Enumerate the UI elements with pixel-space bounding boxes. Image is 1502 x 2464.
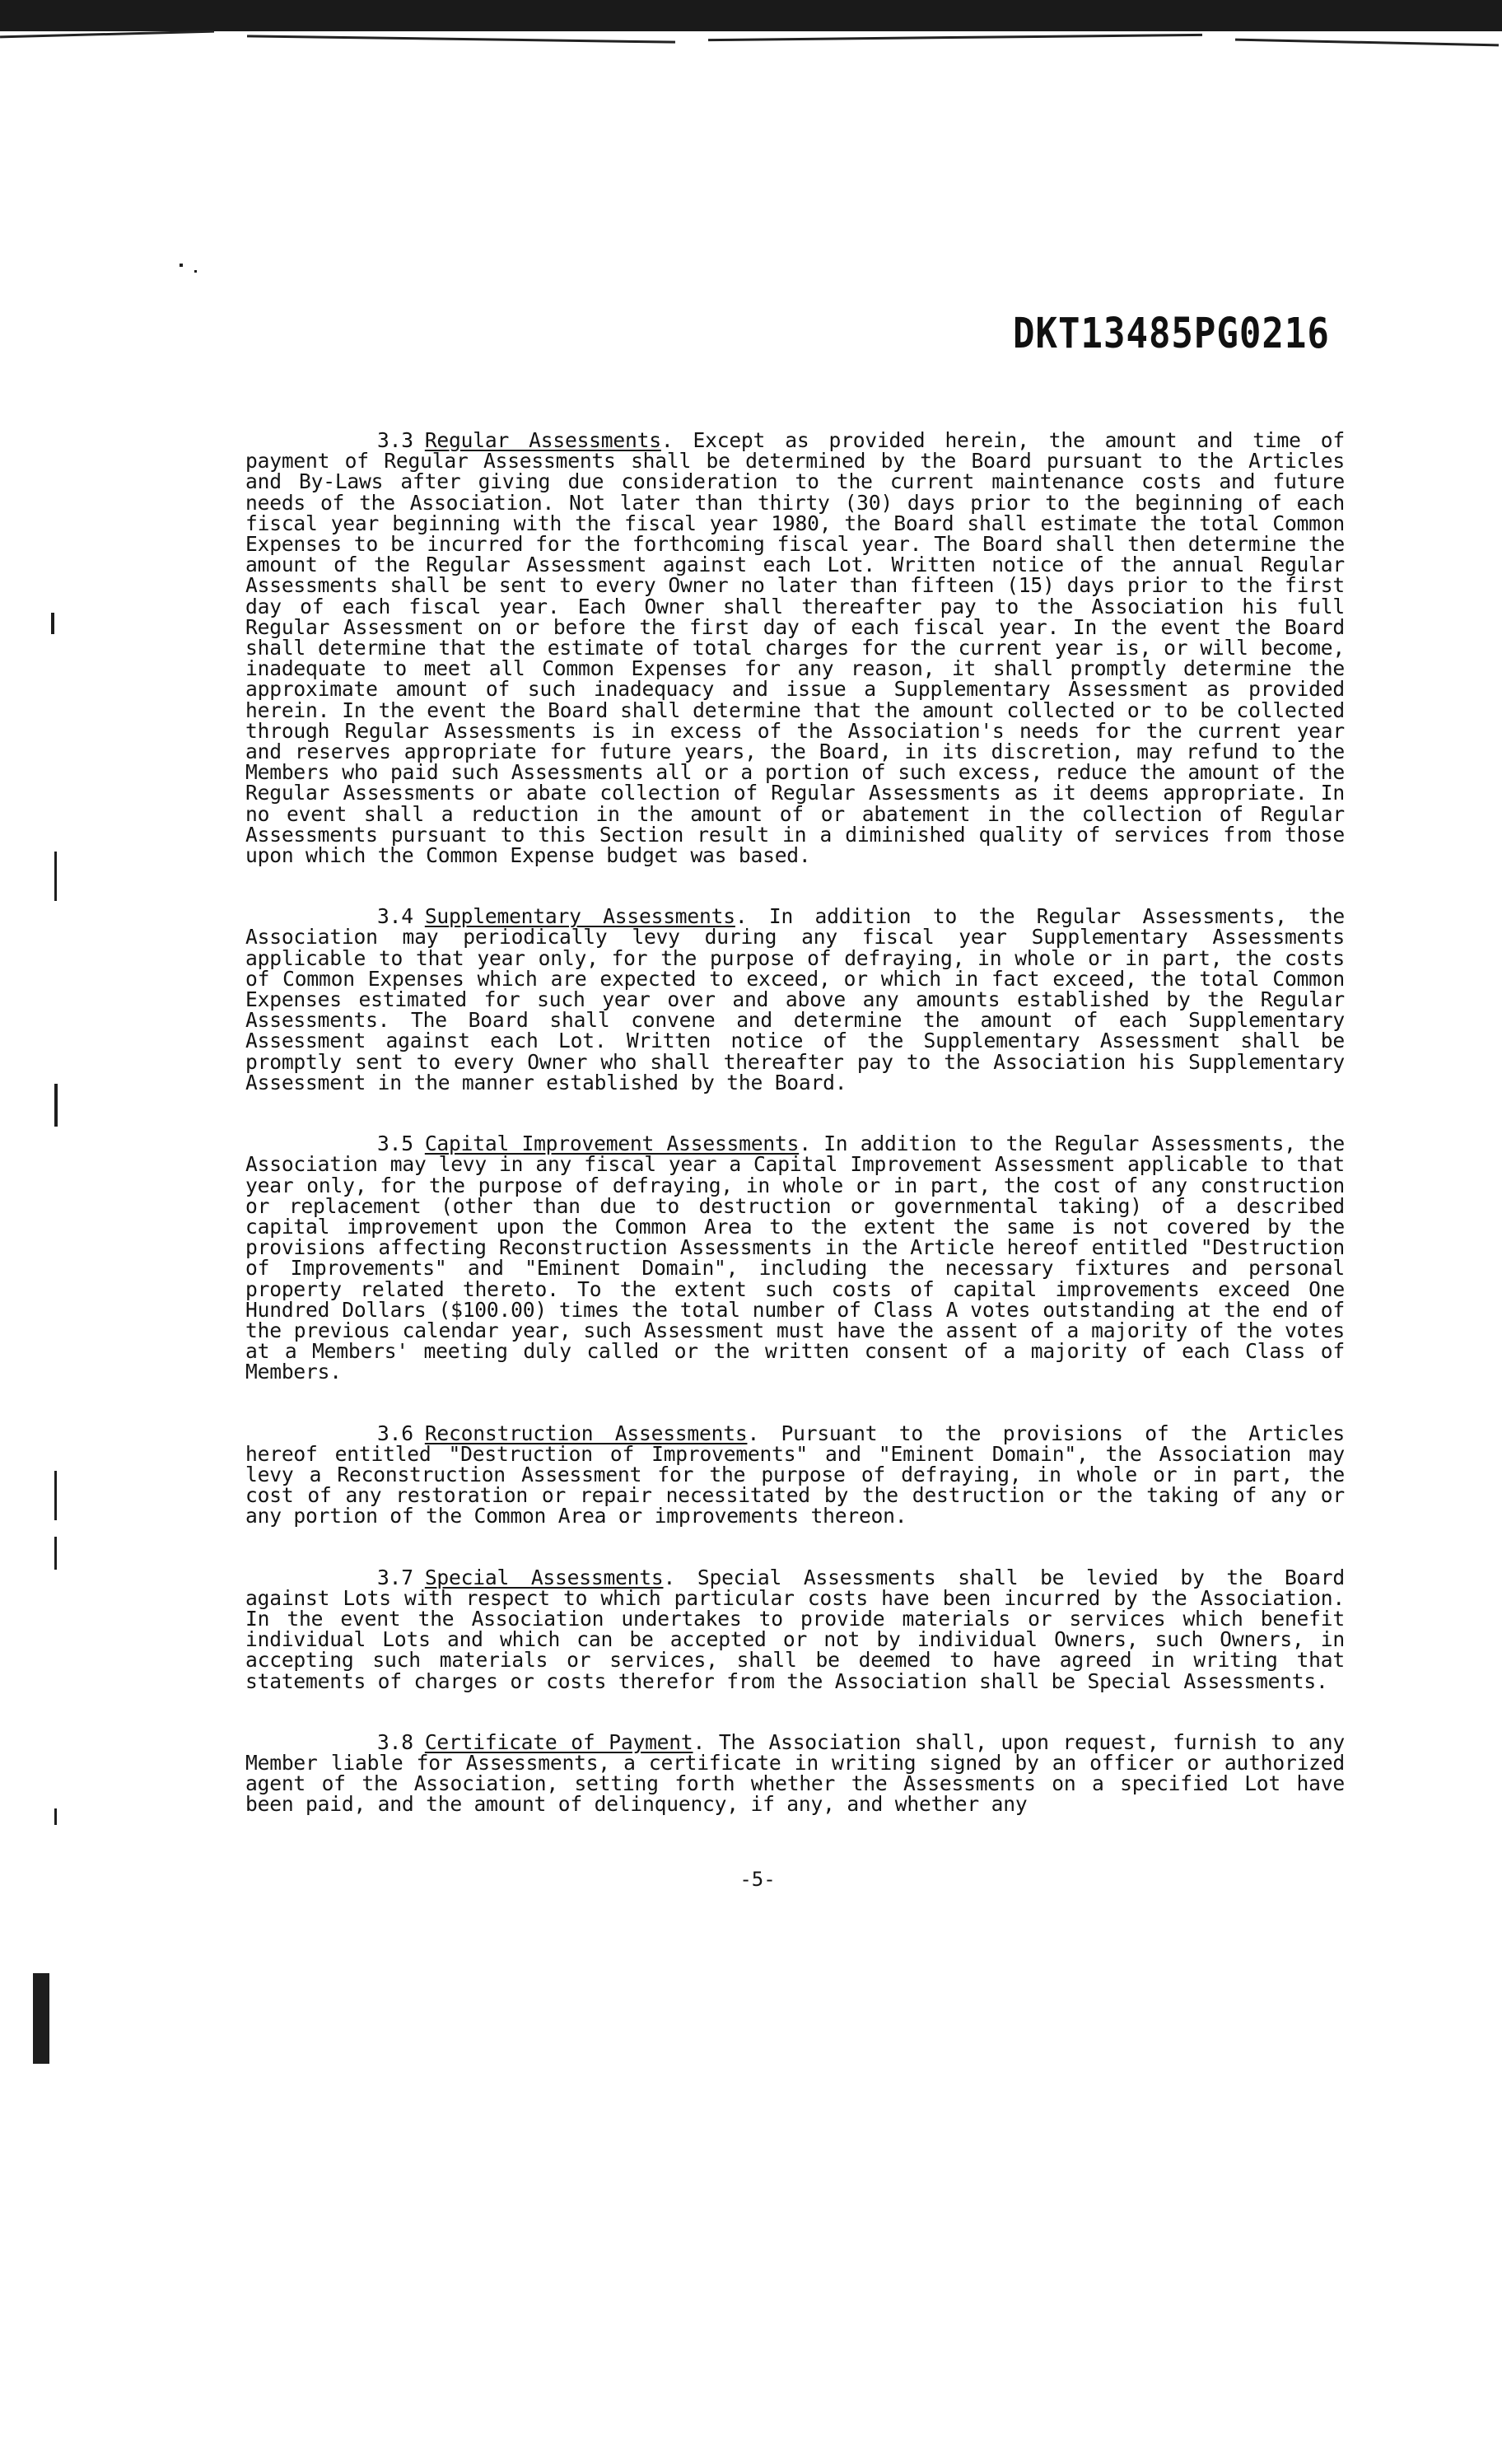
margin-mark	[180, 264, 183, 267]
scan-noise	[247, 35, 675, 43]
section-paragraph	[245, 1729, 1345, 1817]
margin-mark	[54, 1471, 57, 1520]
section-3-7	[245, 1567, 1345, 1692]
section-text: . Pursuant to the provisions of the Articles hereof entitled "Destruction of Improvements" and "Eminent Domain", the Association may levy a Reconstruction Assessment for the purpose of defraying, in whole or in part, the cost of any restoration or repair necessitated by the destruction or the taking of any or any portion of the Common Area or improvements thereon.	[245, 1421, 1345, 1528]
margin-mark	[194, 270, 197, 273]
scan-dark-band	[0, 0, 1502, 31]
scan-noise	[0, 30, 214, 39]
section-text: . The Association shall, upon request, furnish to any Member liable for Assessments, a certificate in writing signed by an officer or authorized agent of the Association, setting forth whether the Assessments on a specified Lot have been paid, and the amount of delinquency, if any, and whether any	[245, 1729, 1345, 1817]
section-3-5	[245, 1133, 1345, 1382]
section-paragraph	[245, 906, 1345, 1093]
margin-mark	[54, 1537, 57, 1570]
section-paragraph	[245, 1423, 1345, 1527]
section-number: 3.4	[377, 904, 413, 929]
section-heading: Capital Improvement Assessments	[424, 1132, 800, 1156]
scan-noise	[708, 34, 1202, 41]
section-paragraph	[245, 1133, 1345, 1382]
scan-edge	[0, 0, 1502, 91]
margin-mark	[54, 852, 57, 901]
section-text: . Special Assessments shall be levied by the Board against Lots with respect to which particular costs have been incurred by the Association. In the event the Association undertakes to provide materials or services which benefit individual Lots and which can be accepted or not by individual Owners, such Owners, in accepting such materials or services, shall be deemed to have agreed in writing that statements of charges or costs therefor from the Association shall be Special Assessments.	[245, 1565, 1345, 1693]
section-text: . In addition to the Regular Assessments, the Association may levy in any fiscal year a Capital Improvement Assessment applicable to that year only, for the purpose of defraying, in whole or in part, the cost of any construction or replacement (other than due to destruction or governmental taking) of a described capital improvement upon the Common Area to the extent the same is not covered by the provisions affecting Reconstruction Assessments in the Article hereof entitled "Destruction of Improvements" and "Eminent Domain", including the necessary fixtures and personal property related thereto. To the extent such costs of capital improvements exceed One Hundred Dollars ($100.00) times the total number of Class A votes outstanding at the end of the previous calendar year, such Assessment must have the assent of a majority of the votes at a Members' meeting duly called or the written consent of a majority of each Class of Members.	[245, 1132, 1345, 1384]
margin-mark	[54, 1084, 58, 1127]
section-number: 3.7	[377, 1565, 413, 1589]
scan-noise	[1235, 39, 1499, 47]
section-heading: Reconstruction Assessments	[424, 1421, 748, 1445]
margin-mark	[54, 1808, 57, 1825]
page-number: -5-	[739, 1868, 776, 1891]
margin-mark	[33, 1973, 49, 2064]
section-number: 3.8	[377, 1729, 413, 1754]
section-3-4	[245, 906, 1345, 1093]
section-paragraph	[245, 1567, 1345, 1692]
margin-mark	[51, 613, 54, 634]
section-text: . In addition to the Regular Assessments, the Association may periodically levy during any fiscal year Supplementary Assessments applicable to that year only, for the purpose of defraying, in whole or in part, the costs of Common Expenses which are expected to exceed, or which in fact exceed, the total Common Expenses estimated for such year over and above any amounts established by the Regular Assessments. The Board shall convene and determine the amount of each Supplementary Assessment against each Lot. Written notice of the Supplementary Assessment shall be promptly sent to every Owner who shall thereafter pay to the Association his Supplementary Assessment in the manner established by the Board.	[245, 904, 1345, 1094]
section-heading: Supplementary Assessments	[424, 904, 735, 929]
section-heading: Special Assessments	[424, 1565, 664, 1589]
document-body	[245, 430, 1345, 1855]
recording-stamp: DKT13485PG0216	[1013, 310, 1330, 358]
section-text: . Except as provided herein, the amount and time of payment of Regular Assessments shall be determined by the Board pursuant to the Articles and By-Laws after giving due consideration to the current maintenance costs and future needs of the Association. Not later than thirty (30) days prior to the beginning of each fiscal year beginning with the fiscal year 1980, the Board shall estimate the total Common Expenses to be incurred for the forthcoming fiscal year. The Board shall then determine the amount of the Regular Assessment against each Lot. Written notice of the annual Regular Assessments shall be sent to every Owner no later than fifteen (15) days prior to the first day of each fiscal year. Each Owner shall thereafter pay to the Association his full Regular Assessment on or before the first day of each fiscal year. In the event the Board shall determine that the estimate of total charges for the current year is, or will become, inadequate to meet all Common Expenses for any reason, it shall promptly determine the approximate amount of such inadequacy and issue a Supplementary Assessment as provided herein. In the event the Board shall determine that the amount collected or to be collected through Regular Assessments is in excess of the Association's needs for the current year and reserves appropriate for future years, the Board, in its discretion, may refund to the Members who paid such Assessments all or a portion of such excess, reduce the amount of the Regular Assessments or abate collection of Regular Assessments as it deems appropriate. In no event shall a reduction in the amount of or abatement in the collection of Regular Assessments pursuant to this Section result in a diminished quality of services from those upon which the Common Expense budget was based.	[245, 428, 1345, 868]
section-number: 3.6	[377, 1421, 413, 1445]
section-3-8	[245, 1729, 1345, 1817]
section-heading: Certificate of Payment	[424, 1729, 693, 1754]
section-number: 3.3	[377, 428, 413, 452]
section-3-3	[245, 430, 1345, 866]
section-number: 3.5	[377, 1132, 413, 1156]
section-heading: Regular Assessments	[424, 428, 661, 452]
section-3-6	[245, 1423, 1345, 1527]
section-paragraph	[245, 430, 1345, 866]
